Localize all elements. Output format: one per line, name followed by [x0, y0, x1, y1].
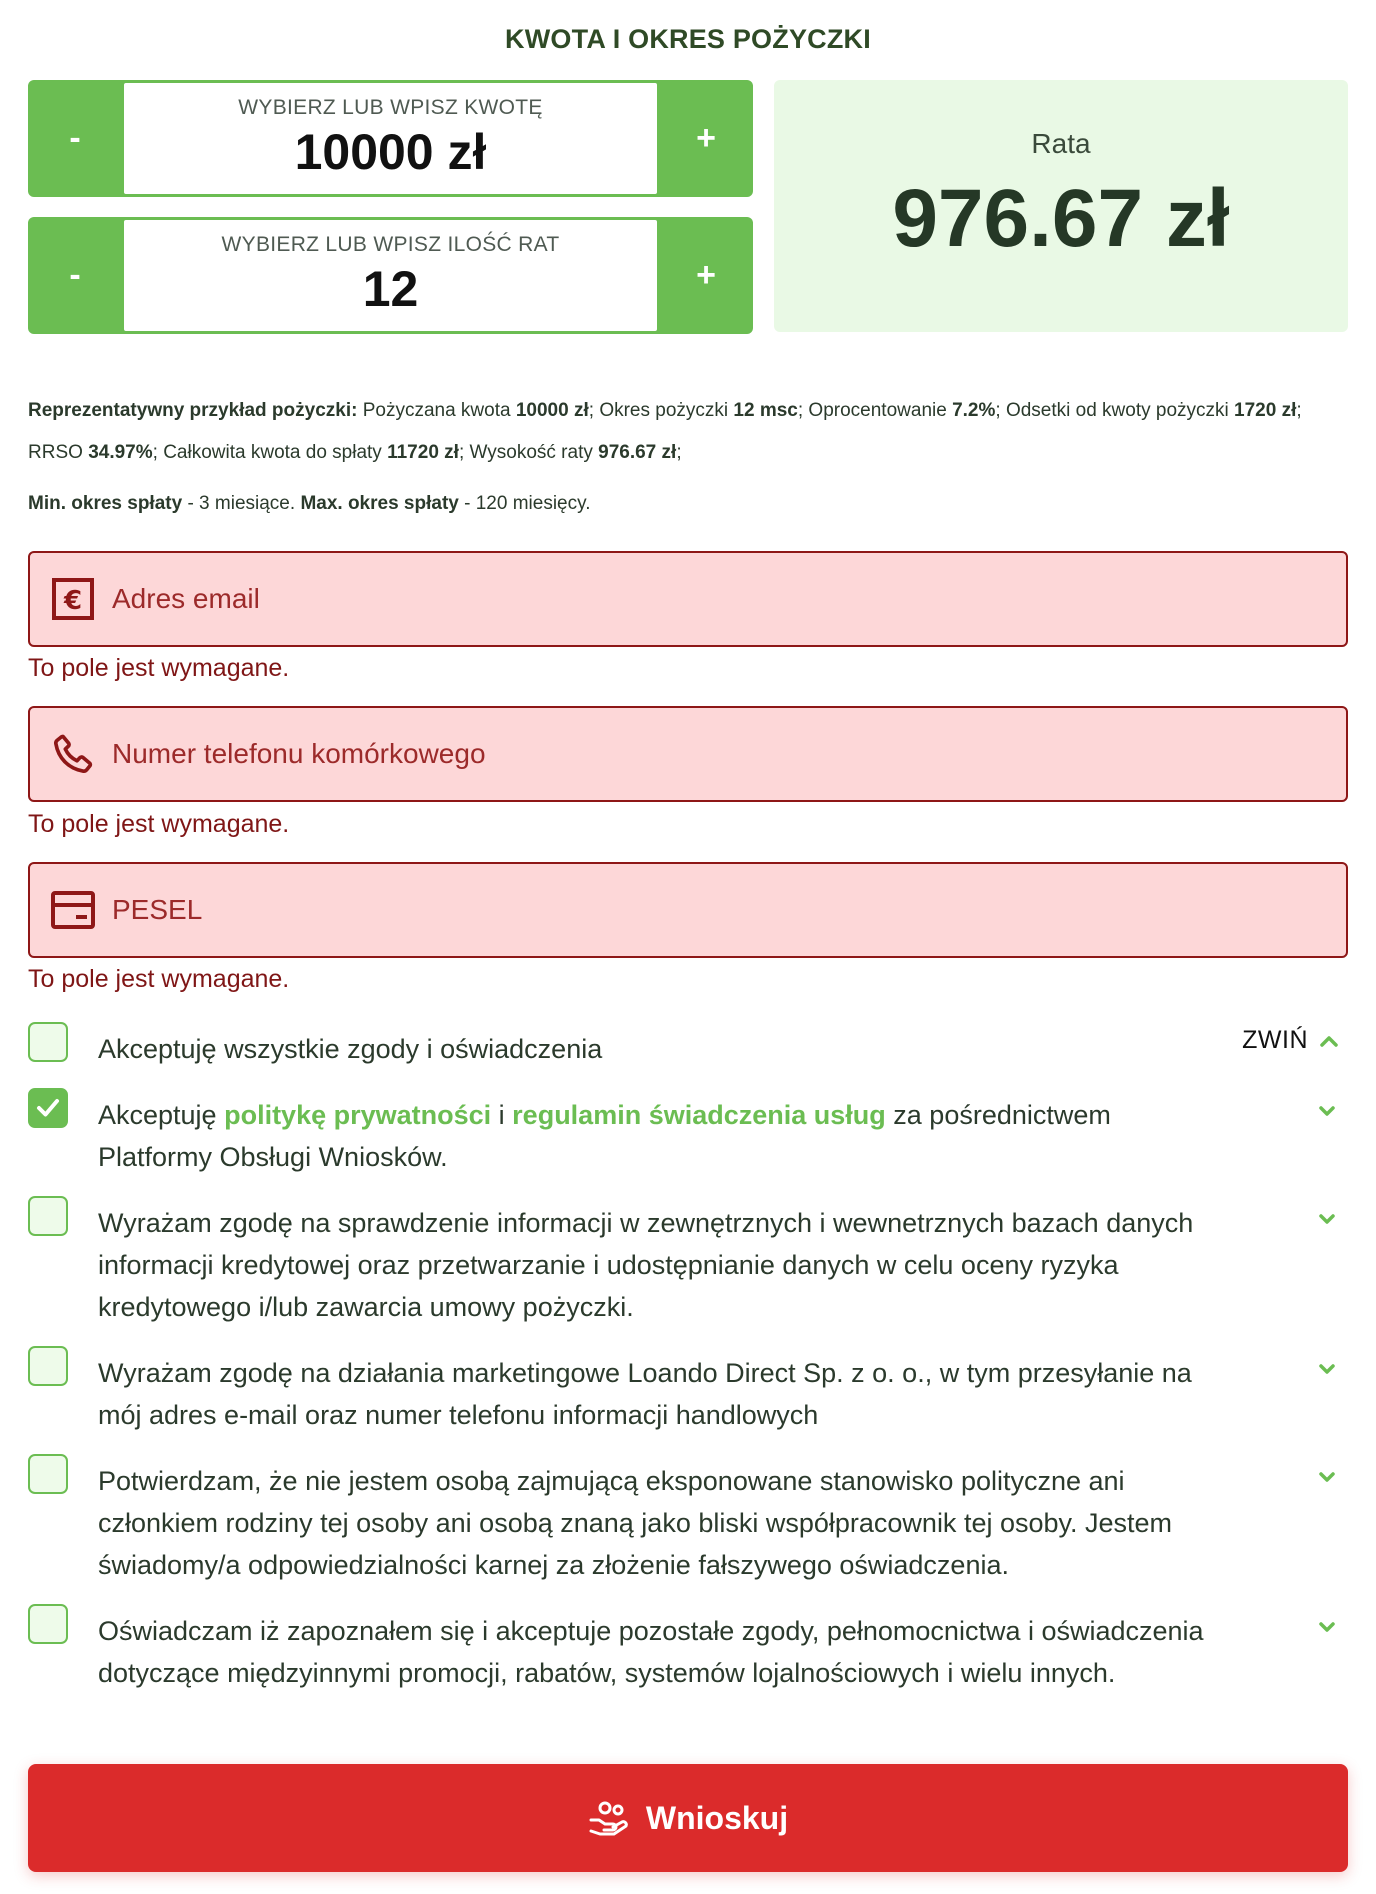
installments-stepper	[28, 217, 753, 334]
consent-credit-check-checkbox[interactable]	[28, 1196, 68, 1236]
example-value: 976.67 zł	[598, 442, 677, 463]
example-value: 34.97%	[88, 442, 153, 463]
installment-label: Rata	[1031, 128, 1091, 159]
consent-privacy-text: i	[491, 1100, 513, 1130]
email-field-wrapper	[28, 551, 1348, 647]
consent-all-checkbox[interactable]	[28, 1022, 68, 1062]
consent-privacy-text: Akceptuję	[98, 1100, 225, 1130]
consent-other-label[interactable]: Oświadczam iż zapoznałem się i akceptuje pozostałe zgody, pełnomocnictwa i oświadczenia dotyczące międzyinnymi promocji, rabatów, systemów lojalnościowych i wielu innych.	[98, 1616, 1204, 1688]
consent-privacy-label	[98, 1094, 1228, 1178]
example-text: Pożyczana kwota	[357, 400, 516, 421]
hand-coins-icon	[588, 1800, 632, 1836]
chevron-up-icon	[1320, 1035, 1338, 1047]
euro-icon	[48, 573, 98, 625]
example-intro: Reprezentatywny przykład pożyczki:	[28, 400, 358, 421]
example-value: 12 msc	[733, 400, 798, 421]
pesel-error: To pole jest wymagane.	[28, 965, 290, 993]
example-value: 7.2%	[952, 400, 996, 421]
installment-summary	[774, 80, 1348, 332]
chevron-down-icon[interactable]	[1316, 1100, 1338, 1122]
amount-increase-button[interactable]: +	[696, 119, 716, 157]
checkmark-icon	[30, 1090, 66, 1126]
installments-value[interactable]: 12	[362, 261, 419, 317]
chevron-down-icon[interactable]	[1316, 1358, 1338, 1380]
collapse-label: ZWIŃ	[1242, 1026, 1308, 1054]
example-value: 11720 zł	[387, 442, 459, 463]
chevron-down-icon[interactable]	[1316, 1616, 1338, 1638]
chevron-down-icon[interactable]	[1316, 1466, 1338, 1488]
collapse-toggle[interactable]	[1242, 1026, 1338, 1055]
email-error: To pole jest wymagane.	[28, 654, 290, 682]
installments-label: WYBIERZ LUB WPISZ ILOŚĆ RAT	[221, 233, 560, 256]
max-period-label: Max. okres spłaty	[300, 493, 459, 514]
consent-pep	[28, 1454, 1348, 1584]
page-title: KWOTA I OKRES POŻYCZKI	[505, 24, 871, 54]
chevron-down-icon[interactable]	[1316, 1208, 1338, 1230]
terms-link[interactable]: regulamin świadczenia usług	[512, 1100, 886, 1130]
consent-credit-check	[28, 1196, 1348, 1326]
example-value: 1720 zł	[1234, 400, 1297, 421]
consent-privacy	[28, 1088, 1348, 1178]
min-period-text: - 3 miesiące.	[182, 493, 301, 514]
representative-example	[28, 390, 1348, 474]
example-value: 10000 zł	[515, 400, 589, 421]
pesel-input[interactable]	[112, 882, 1312, 938]
example-text: ; Całkowita kwota do spłaty	[152, 442, 388, 463]
pesel-field-wrapper	[28, 862, 1348, 958]
phone-field-wrapper	[28, 706, 1348, 802]
installments-increase-button[interactable]: +	[696, 256, 716, 294]
installment-value: 976.67 zł	[892, 173, 1230, 264]
consent-privacy-text: za pośrednictwem Platformy Obsługi Wniosków.	[98, 1100, 1111, 1172]
consent-marketing-label[interactable]: Wyrażam zgodę na działania marketingowe Loando Direct Sp. z o. o., w tym przesyłanie na mój adres e-mail oraz numer telefonu informacji handlowych	[98, 1358, 1192, 1430]
consent-privacy-checkbox[interactable]	[28, 1088, 68, 1128]
installments-field[interactable]	[124, 220, 657, 331]
svg-text:€: €	[63, 586, 83, 616]
amount-stepper	[28, 80, 753, 197]
consent-other	[28, 1604, 1348, 1734]
phone-error: To pole jest wymagane.	[28, 810, 290, 838]
amount-decrease-button[interactable]: -	[69, 119, 81, 157]
consent-all-label[interactable]: Akceptuję wszystkie zgody i oświadczenia	[98, 1034, 603, 1064]
id-card-icon	[48, 884, 98, 936]
amount-value[interactable]: 10000 zł	[294, 124, 487, 180]
consent-pep-checkbox[interactable]	[28, 1454, 68, 1494]
consent-all	[28, 1022, 1348, 1072]
privacy-policy-link[interactable]: politykę prywatności	[224, 1100, 492, 1130]
consent-marketing-checkbox[interactable]	[28, 1346, 68, 1386]
amount-field[interactable]	[124, 83, 657, 194]
example-text: ; Oprocentowanie	[797, 400, 953, 421]
submit-label: Wnioskuj	[645, 1799, 789, 1836]
consent-marketing	[28, 1346, 1348, 1436]
consent-credit-check-label[interactable]: Wyrażam zgodę na sprawdzenie informacji w zewnętrznych i wewnetrznych bazach danych informacji kredytowej oraz przetwarzanie i udostępnianie danych w celu oceny ryzyka kredytowego i/lub zawarcia umowy pożyczki.	[98, 1208, 1194, 1322]
max-period-text: - 120 miesięcy.	[458, 493, 591, 514]
repayment-period-info	[28, 493, 591, 515]
example-text: ; Wysokość raty	[458, 442, 599, 463]
phone-input[interactable]	[112, 726, 1312, 782]
min-period-label: Min. okres spłaty	[28, 493, 183, 514]
consent-pep-label[interactable]: Potwierdzam, że nie jestem osobą zajmującą eksponowane stanowisko polityczne ani członkiem rodziny tej osoby ani osobą znaną jako bliski współpracownik tej osoby. Jestem świadomy/a odpowiedzialności karnej za złożenie fałszywego oświadczenia.	[98, 1466, 1173, 1580]
example-text: ; Okres pożyczki	[588, 400, 734, 421]
phone-icon	[48, 728, 98, 780]
submit-application-button[interactable]	[28, 1764, 1348, 1872]
consent-other-checkbox[interactable]	[28, 1604, 68, 1644]
email-input[interactable]	[112, 571, 1312, 627]
amount-label: WYBIERZ LUB WPISZ KWOTĘ	[238, 96, 543, 119]
example-text: ; RRSO	[28, 400, 1302, 463]
example-text: ; Odsetki od kwoty pożyczki	[995, 400, 1235, 421]
example-text: ;	[676, 442, 682, 463]
installments-decrease-button[interactable]: -	[69, 256, 81, 294]
